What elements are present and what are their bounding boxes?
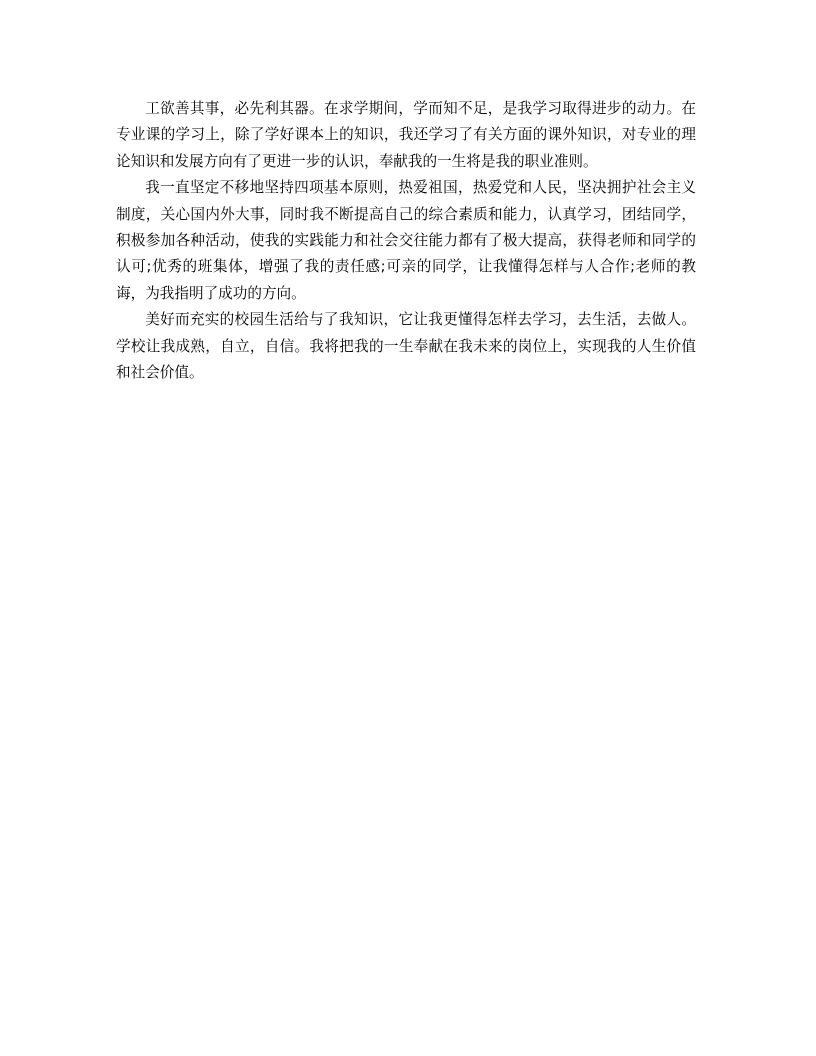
paragraph-2: 我一直坚定不移地坚持四项基本原则，热爱祖国，热爱党和人民，坚决拥护社会主义制度，关心国内外大事，同时我不断提高自己的综合素质和能力，认真学习，团结同学，积极参加各种活动，使我的实践能力和社会交往能力都有了极大提高，获得老师和同学的认可;优秀的班集体，增强了我的责任感;可亲的同学，让我懂得怎样与人合作;老师的教诲，为我指明了成功的方向。 [116,179,696,302]
paragraph-3: 美好而充实的校园生活给与了我知识，它让我更懂得怎样去学习，去生活，去做人。学校让我成熟，自立，自信。我将把我的一生奉献在我未来的岗位上，实现我的人生价值和社会价值。 [116,311,696,382]
paragraph-1: 工欲善其事，必先利其器。在求学期间，学而知不足，是我学习取得进步的动力。在专业课的学习上，除了学好课本上的知识，我还学习了有关方面的课外知识，对专业的理论知识和发展方向有了更进一步的认识，奉献我的一生将是我的职业准则。 [116,100,696,170]
document-body [116,96,696,386]
